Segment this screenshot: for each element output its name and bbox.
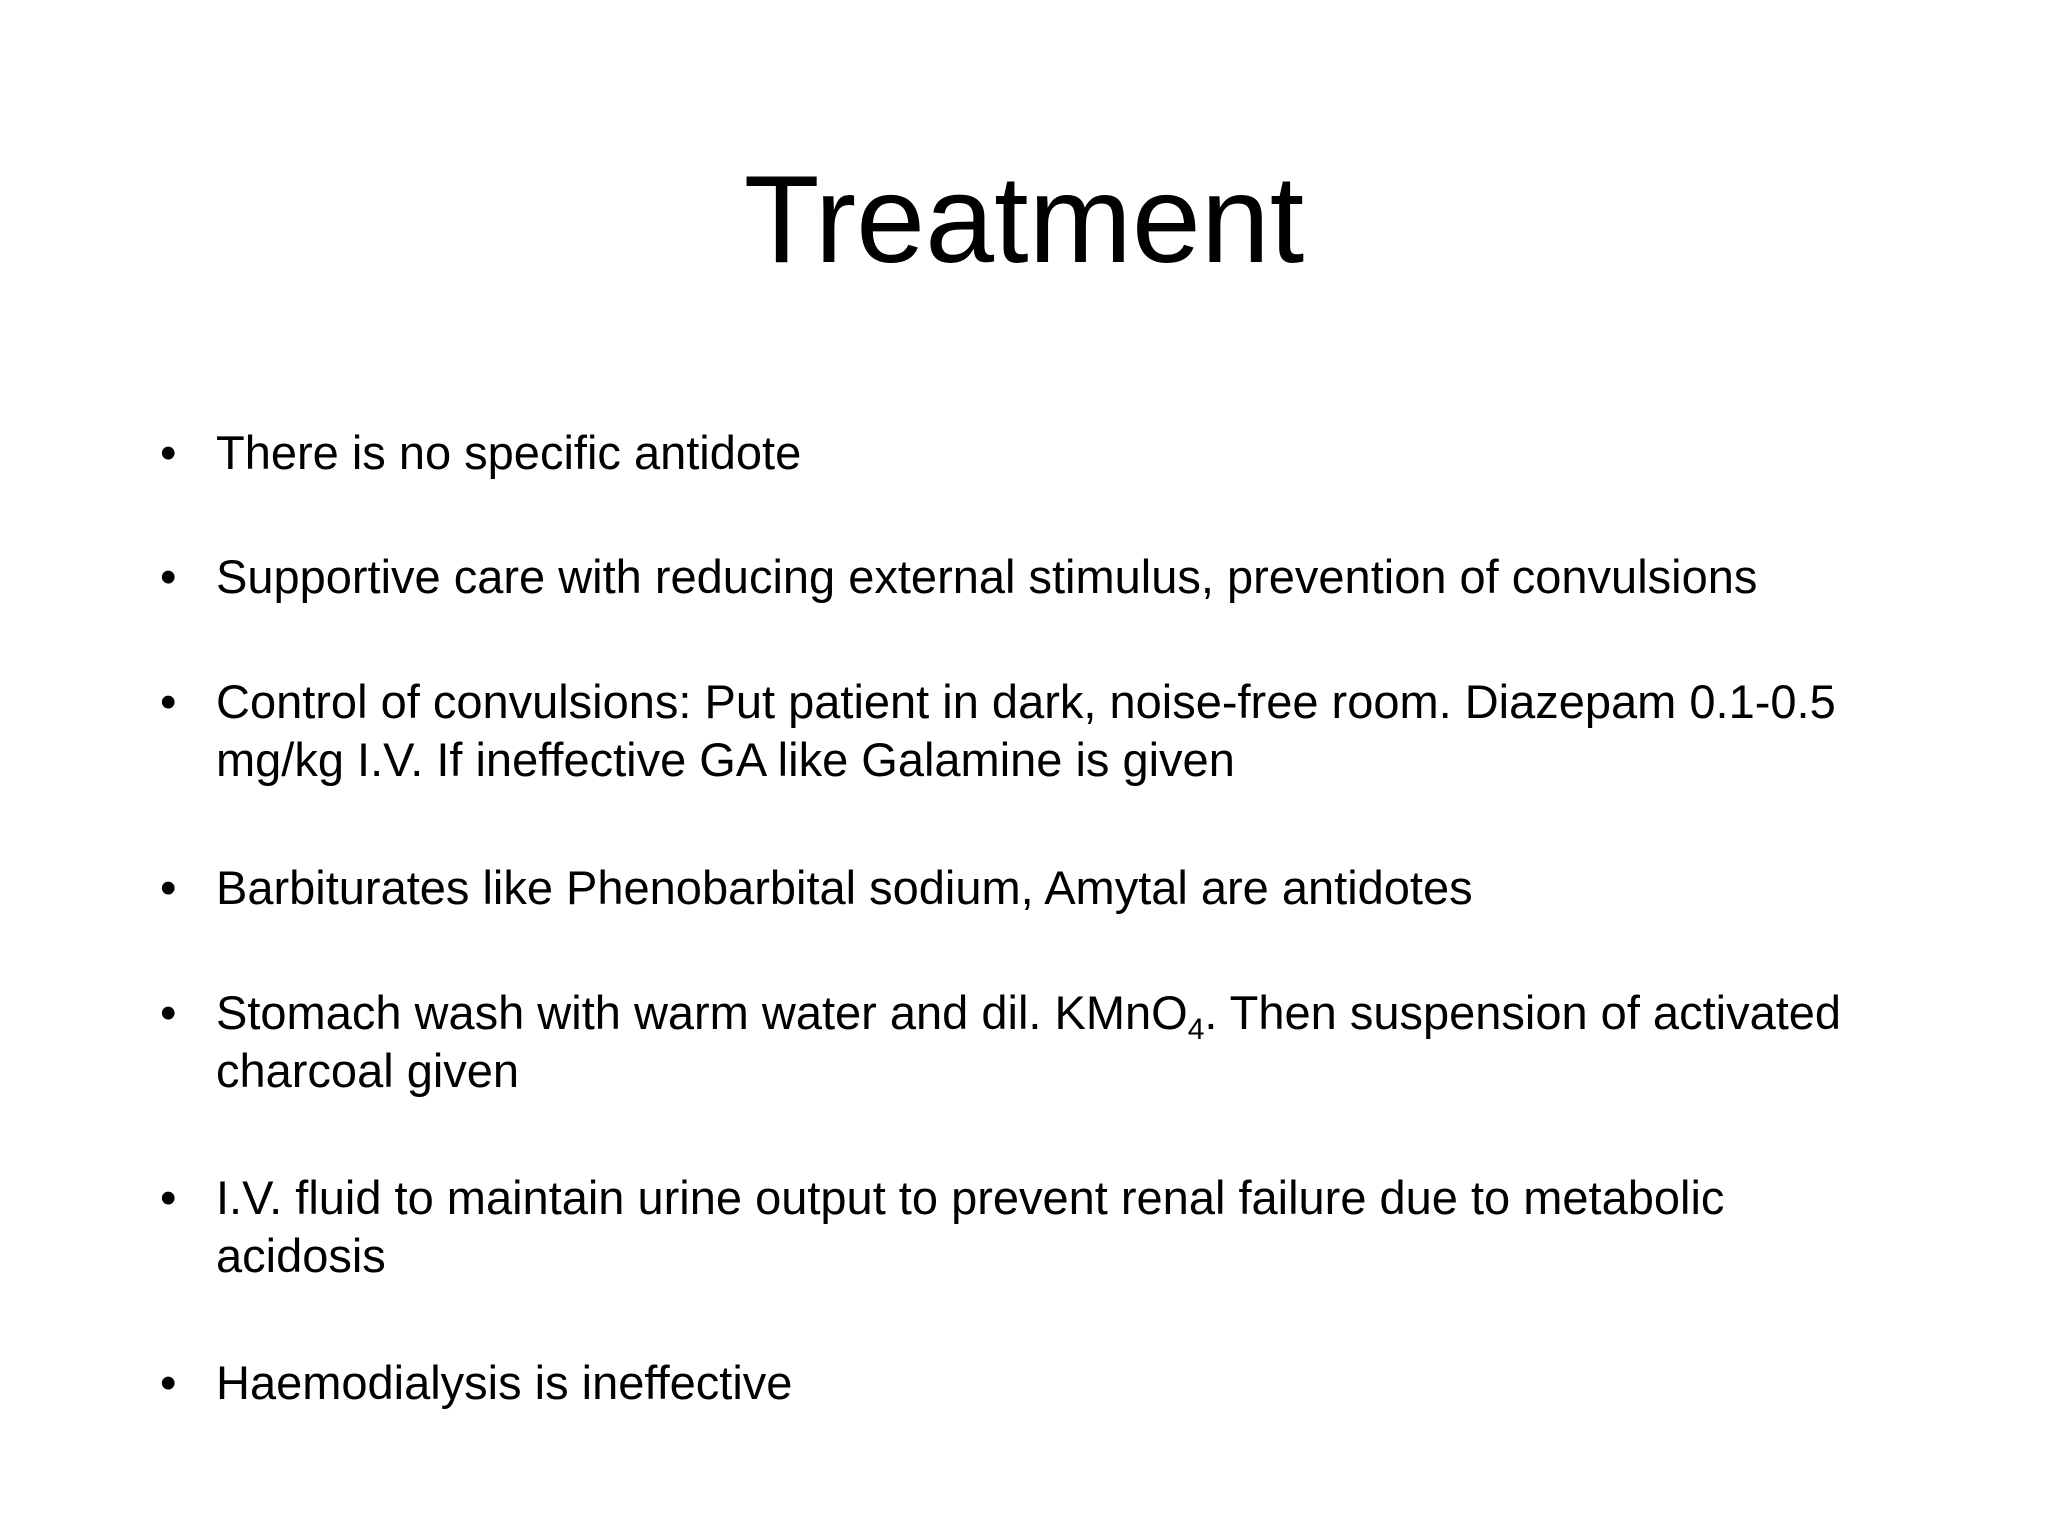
bullet-marker: • bbox=[160, 675, 177, 728]
bullet-text: Control of convulsions: Put patient in dark, noise-free room. Diazepam 0.1-0.5 mg/kg I.V. If ineffective GA like Galamine is given bbox=[216, 675, 1836, 786]
bullet-item bbox=[160, 859, 1900, 917]
bullet-text bbox=[216, 984, 1900, 1100]
bullet-item bbox=[160, 1169, 1900, 1285]
bullet-text: Haemodialysis is ineffective bbox=[216, 1356, 793, 1409]
bullet-marker: • bbox=[160, 1356, 177, 1409]
bullet-marker: • bbox=[160, 986, 177, 1039]
bullet-text: Barbiturates like Phenobarbital sodium, Amytal are antidotes bbox=[216, 861, 1473, 914]
slide-title: Treatment bbox=[743, 151, 1305, 289]
bullet-item bbox=[160, 424, 1900, 482]
subscript: 4 bbox=[1187, 1013, 1205, 1046]
bullet-item bbox=[160, 673, 1900, 789]
bullet-text: Supportive care with reducing external stimulus, prevention of convulsions bbox=[216, 550, 1758, 603]
bullet-item bbox=[160, 1354, 1900, 1412]
bullet-item bbox=[160, 984, 1900, 1100]
bullet-marker: • bbox=[160, 861, 177, 914]
bullet-marker: • bbox=[160, 550, 177, 603]
bullet-marker: • bbox=[160, 1171, 177, 1224]
bullet-text-after: . Then suspension of activated charcoal given bbox=[216, 986, 1842, 1097]
bullet-item bbox=[160, 548, 1900, 606]
bullet-text: There is no specific antidote bbox=[216, 426, 802, 479]
bullet-text-before: Stomach wash with warm water and dil. KMnO bbox=[216, 986, 1188, 1039]
bullet-text: I.V. fluid to maintain urine output to prevent renal failure due to metabolic acidosis bbox=[216, 1171, 1725, 1282]
bullet-marker: • bbox=[160, 426, 177, 479]
